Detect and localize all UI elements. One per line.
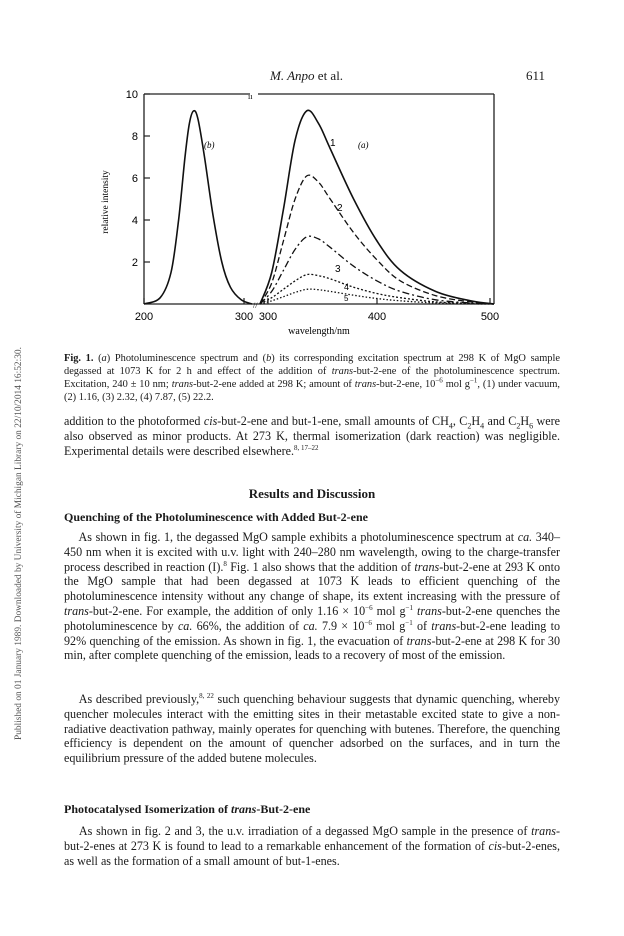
axis-break-mark: // — [253, 301, 258, 310]
panel-label-b: (b) — [204, 140, 215, 150]
paragraph-2: As shown in fig. 1, the degassed MgO sample exhibits a photoluminescence spectrum at ca. 340–450 nm when it is excited with u.v. light with 240–280 nm wavelength, owing to the charge-transfer process described in reaction (I).$^8$ Fig. 1 also shows that the addition of trans-but-2-ene at 293 K onto the MgO sample that had been degassed at 1073 K leads to efficient quenching of the photoluminescence intensity without any change of shape, its extent increasing with the pressure of trans-but-2-ene. For example, the addition of only $1.16 \times 10^{-6}$ mol $g^{-1}$ trans-but-2-ene quenches the photoluminescence by ca. 66%, the addition of ca. $7.9 \times 10^{-6}$ mol $g^{-1}$ of trans-but-2-ene leading to 92% quenching of the emission. As shown in fig. 1, the evacuation of trans-but-2-ene at 298 K for 30 min, after complete quenching of the emission, leads to a recovery of most of the emission. — [64, 530, 560, 663]
x-tick-label-right-300: 300 — [258, 311, 278, 323]
curve-label-4: 4 — [344, 282, 350, 292]
y-ticks — [126, 89, 150, 269]
curve-b — [144, 111, 252, 304]
curve-label-2: 2 — [337, 203, 343, 214]
curve-label-1: 1 — [330, 138, 336, 149]
x-axis-label: wavelength/nm — [288, 326, 350, 337]
y-tick-label-4: 4 — [131, 215, 138, 227]
top-break-mark: ıı — [248, 92, 253, 101]
figure-caption: Fig. 1. (a) Photoluminescence spectrum and (b) its corresponding excitation spectrum at 298 K of MgO sample degassed at 1073 K for 2 h and effect of the addition of trans-but-2-ene of the photoluminescence spectrum. Excitation, 240 ± 10 nm; trans-but-2-ene added at 298 K; amount of trans-but-2-ene, $10^{-6}$ mol $g^{-1}$, (1) under vacuum, (2) 1.16, (3) 2.32, (4) 7.87, (5) 22.2. — [64, 353, 561, 403]
x-tick-label-right-500: 500 — [480, 311, 500, 323]
curve-label-3: 3 — [335, 264, 341, 275]
panel-label-a: (a) — [358, 140, 369, 150]
y-tick-label-8: 8 — [131, 131, 138, 143]
x-ticks — [135, 298, 499, 323]
x-tick-label-left-200: 200 — [134, 311, 154, 323]
curve-label-5: 5 — [344, 294, 349, 303]
paragraph-1: addition to the photoformed cis-but-2-ene and but-1-ene, small amounts of $CH_4$, $C_2H_4$ and $C_2H_6$ were also observed as minor products. At 273 K, thermal isomerization (dark reaction) was negligible. Experimental details were described elsewhere.$^{8, 17-22}$ — [64, 414, 560, 458]
sidebar-publication-note — [4, 160, 24, 740]
paragraph-3: As described previously,$^{8, 22}$ such quenching behaviour suggests that dynamic quenching, whereby quencher molecules interact with the emitting sites in their metastable excited state to give a non-radiative deactivation pathway, mainly operates for quenching with butenes. Therefore, the quenching efficiency is dependent on the amount of quencher adsorbed on the surfaces, and in turn the equilibrium pressure of the added butene molecules. — [64, 691, 561, 766]
x-tick-label-left-300: 300 — [234, 311, 254, 323]
running-head-authors: M. Anpo et al. — [270, 68, 344, 83]
sidebar-text: Published on 01 January 1989. Downloaded by University of Michigan Library on 22/10/2014 16:52:30. — [14, 347, 24, 740]
curve-a-1 — [260, 110, 494, 304]
y-axis-label: relative intensity — [101, 170, 111, 234]
figure-1 — [100, 86, 520, 348]
y-tick-label-10: 10 — [125, 89, 138, 101]
heading-quenching: Quenching of the Photoluminescence with Added But-2-ene — [64, 510, 369, 524]
y-tick-label-6: 6 — [131, 173, 138, 185]
y-tick-label-2: 2 — [131, 257, 138, 269]
paragraph-4: As shown in fig. 2 and 3, the u.v. irradiation of a degassed MgO sample in the presence of trans-but-2-enes at 273 K is found to lead to a remarkable enhancement of the formation of cis-but-2-enes, as well as the formation of a small amount of but-1-enes. — [64, 824, 560, 868]
curves — [144, 110, 494, 304]
heading-photocatalysed: Photocatalysed Isomerization of trans-But-2-ene — [64, 802, 311, 816]
x-tick-label-right-400: 400 — [367, 311, 387, 323]
heading-results-discussion: Results and Discussion — [248, 486, 376, 501]
page-number: 611 — [526, 68, 546, 83]
